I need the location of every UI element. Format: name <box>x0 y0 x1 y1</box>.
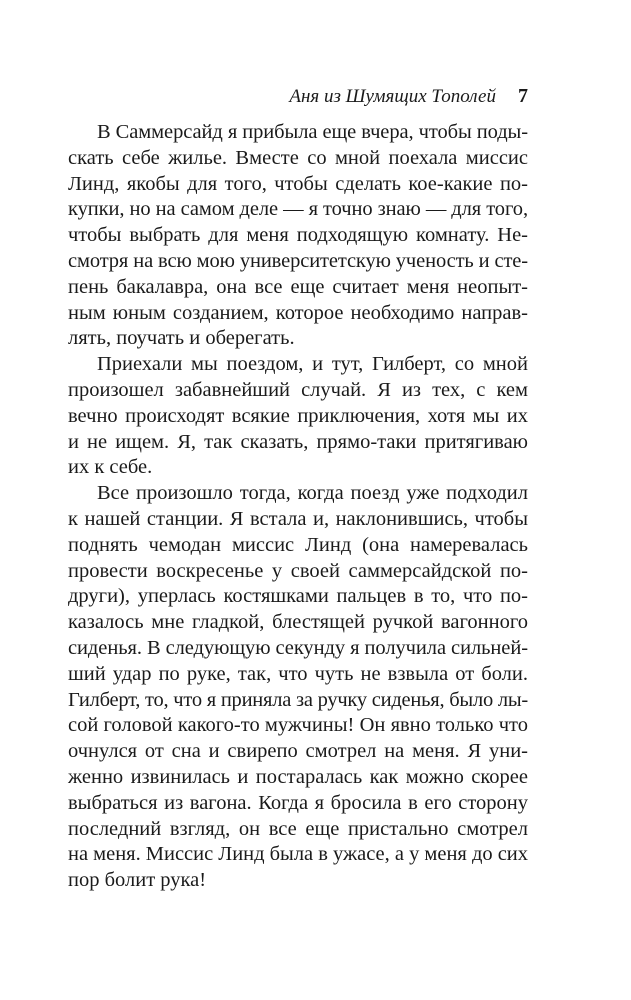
text-line: купки, но на самом деле — я точно знаю — для того, <box>68 198 529 221</box>
text-line: на меня. Миссис Линд была в ужасе, а у меня до сих <box>68 843 528 866</box>
text-line: их к себе. <box>68 456 153 479</box>
text-line: пень бакалавра, она все еще считает меня неопыт- <box>68 275 528 298</box>
text-line: ным юным созданием, которое необходимо направ- <box>68 301 528 324</box>
text-line: Линд, якобы для того, чтобы сделать кое-какие по- <box>68 172 528 195</box>
text-line: скать себе жилье. Вместе со мной поехала миссис <box>68 146 528 169</box>
text-line: казалось мне гладкой, блестящей ручкой вагонного <box>68 611 528 634</box>
page-number: 7 <box>518 85 528 107</box>
text-line: сиденья. В следующую секунду я получила сильней- <box>68 636 528 659</box>
body-text <box>68 120 528 894</box>
running-head <box>0 84 528 109</box>
text-line: пор болит рука! <box>68 869 207 892</box>
text-line: Приехали мы поездом, и тут, Гилберт, со мной <box>97 353 528 376</box>
text-line: сой головой какого-то мужчины! Он явно только что <box>68 714 528 737</box>
text-line: ший удар по руке, так, что чуть не взвыла от боли. <box>68 662 528 685</box>
text-line: очнулся от сна и свирепо смотрел на меня. Я уни- <box>68 740 528 763</box>
text-line: лять, поучать и оберегать. <box>68 327 295 350</box>
text-line: выбраться из вагона. Когда я бросила в его сторону <box>68 791 528 814</box>
text-line: вечно происходят всякие приключения, хотя мы их <box>68 404 528 427</box>
text-line: Гилберт, то, что я приняла за ручку сиденья, было лы- <box>68 688 528 711</box>
text-line: провести воскресенье у своей саммерсайдской по- <box>68 559 528 582</box>
text-line: В Саммерсайд я прибыла еще вчера, чтобы поды- <box>97 121 528 143</box>
text-line: последний взгляд, он все еще пристально смотрел <box>68 817 528 840</box>
text-line: произошел забавнейший случай. Я из тех, с кем <box>68 378 528 401</box>
text-line: поднять чемодан миссис Линд (она намеревалась <box>68 533 528 556</box>
paragraph <box>68 352 528 481</box>
text-line: смотря на всю мою университетскую ученость и сте- <box>68 249 528 272</box>
text-line: женно извинилась и постаралась как можно скорее <box>68 765 528 788</box>
text-line: и не ищем. Я, так сказать, прямо-таки притягиваю <box>68 430 528 453</box>
text-line: Все произошло тогда, когда поезд уже подходил <box>97 482 528 505</box>
text-line: други), уперлась костяшками пальцев в то, что по- <box>68 585 528 608</box>
text-line: чтобы выбрать для меня подходящую комнату. Не- <box>68 224 528 247</box>
paragraph <box>68 120 528 352</box>
text-line: к нашей станции. Я встала и, наклонившись, чтобы <box>68 507 528 530</box>
paragraph <box>68 481 528 894</box>
running-title: Аня из Шумящих Тополей <box>289 86 496 107</box>
